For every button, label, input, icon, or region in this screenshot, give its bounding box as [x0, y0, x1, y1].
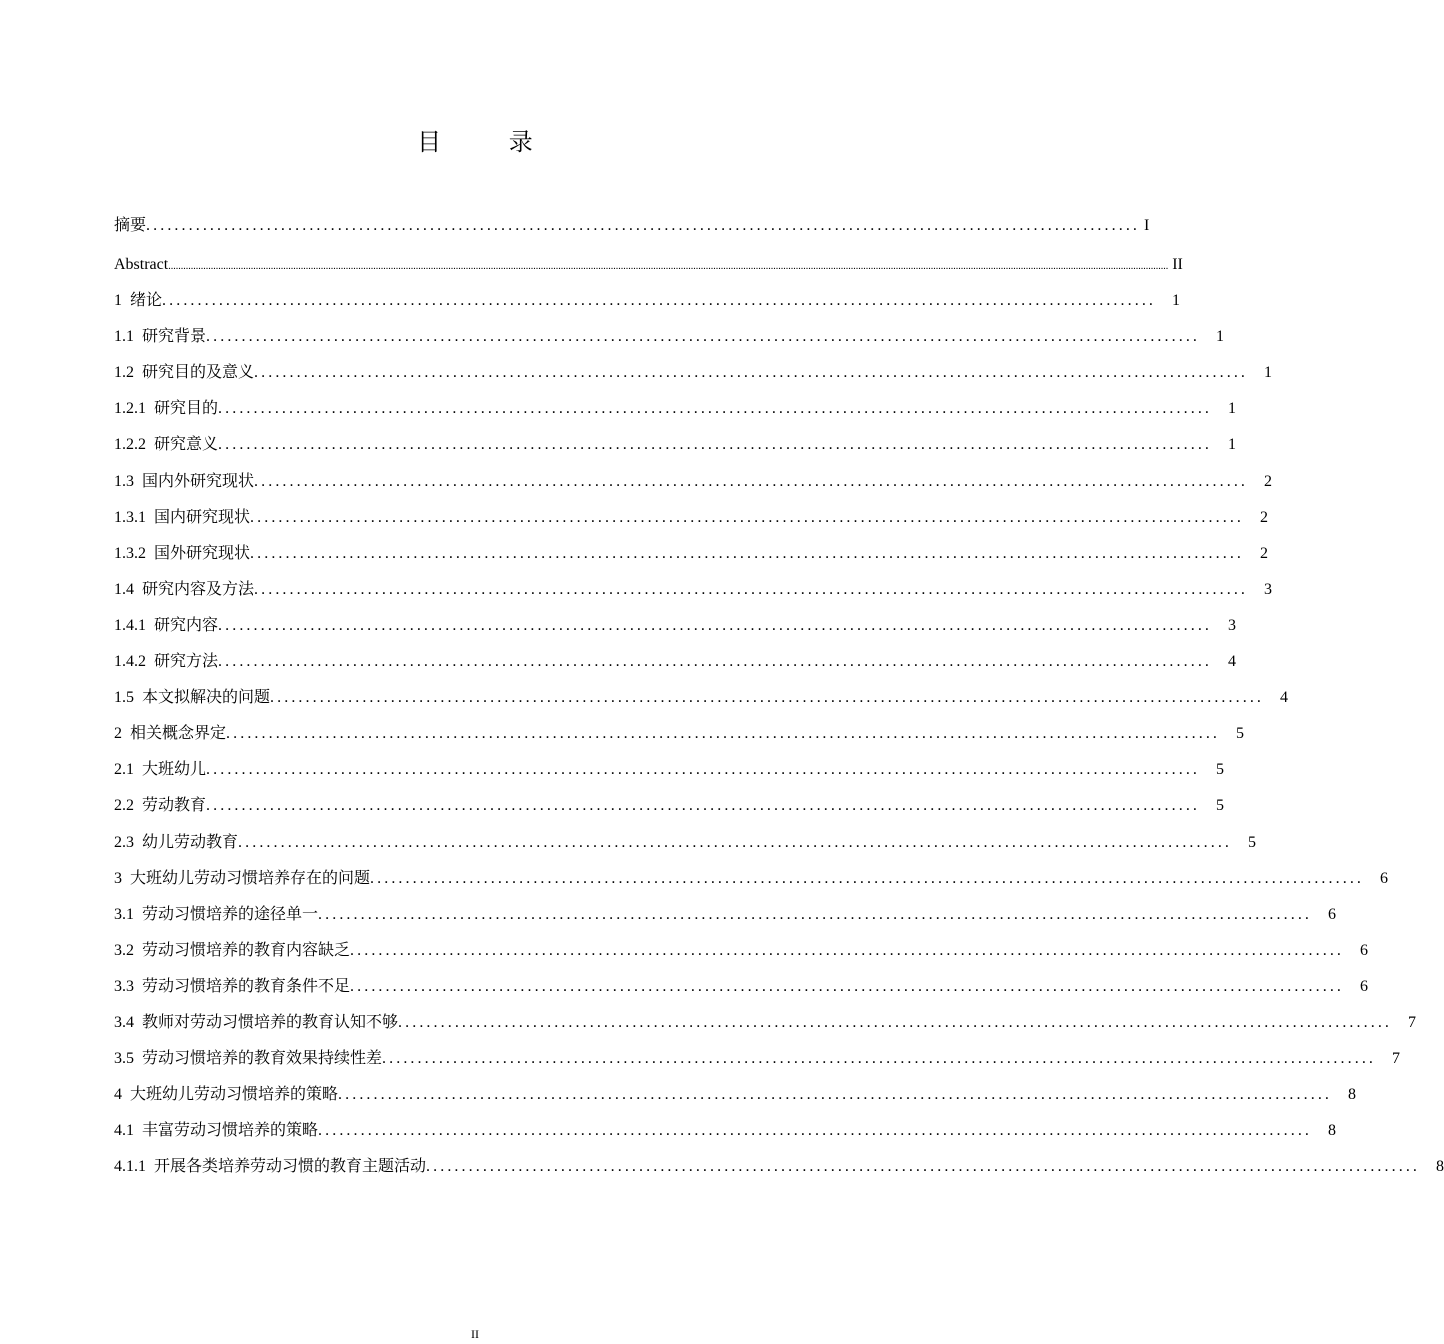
toc-entry-number: 4.1: [114, 1122, 134, 1140]
toc-entry-text: 研究目的: [154, 400, 219, 418]
toc-entry-page: 5: [1236, 725, 1245, 743]
toc-entry-page: 2: [1260, 544, 1269, 562]
toc-dot-leader: ............................................................................................................................................: [254, 472, 1249, 490]
toc-entry-page: II: [1172, 256, 1183, 273]
toc-entry-label: [114, 1045, 382, 1073]
toc-entry-label: [114, 287, 162, 315]
toc-entry[interactable]: [114, 756, 1225, 792]
toc-entry-page: 1: [1172, 292, 1181, 310]
toc-entry[interactable]: [114, 431, 1237, 467]
toc-entry-label: [114, 1081, 338, 1109]
toc-entry-text: 国内研究现状: [154, 508, 251, 526]
toc-entry-label: [114, 973, 350, 1001]
toc-entry-number: 2.2: [114, 797, 134, 815]
toc-entry-text: 开展各类培养劳动习惯的教育主题活动: [154, 1158, 427, 1176]
toc-entry-label: [114, 395, 218, 423]
toc-entry-text: 研究背景: [142, 328, 207, 346]
toc-entry-number: 2.1: [114, 761, 134, 779]
toc-entry-label: [114, 323, 206, 351]
toc-entry-number: 2.3: [114, 833, 134, 851]
toc-entry[interactable]: [114, 323, 1225, 359]
toc-entry-page: 4: [1228, 653, 1237, 671]
toc-entry-label: [114, 251, 168, 279]
toc-entry-text: Abstract: [114, 256, 169, 273]
toc-entry-number: 3.2: [114, 941, 134, 959]
toc-entry-number: 3.4: [114, 1013, 134, 1031]
toc-entry[interactable]: [114, 973, 1369, 1009]
toc-entry-text: 摘要: [114, 217, 147, 234]
toc-entry-number: 1.4.1: [114, 616, 146, 634]
toc-entry-page: 1: [1216, 328, 1225, 346]
toc-dot-leader: ............................................................................................................................................: [250, 544, 1245, 562]
toc-dot-leader: ............................................................................................................................................: [350, 977, 1345, 995]
toc-entry[interactable]: [114, 287, 1181, 323]
toc-dot-leader: ............................................................................................................................................: [426, 1158, 1421, 1176]
toc-entry-text: 国外研究现状: [154, 544, 251, 562]
toc-entry-label: [114, 212, 146, 240]
toc-dot-leader: ............................................................................................................................................: [318, 1122, 1313, 1140]
toc-entry-label: [114, 648, 218, 676]
toc-entry-text: 劳动习惯培养的教育条件不足: [142, 977, 351, 995]
toc-entry-number: 1.4.2: [114, 653, 146, 671]
toc-entry-text: 大班幼儿劳动习惯培养存在的问题: [130, 869, 371, 887]
toc-entry-label: [114, 540, 250, 568]
toc-entry-label: [114, 720, 226, 748]
toc-entry-page: 3: [1228, 616, 1237, 634]
toc-entry[interactable]: [114, 1045, 1401, 1081]
toc-entry-page: 1: [1228, 400, 1237, 418]
toc-entry-page: 1: [1264, 364, 1273, 382]
page-title: 目 录: [417, 128, 563, 156]
toc-dot-leader: ............................................................................................................................................: [254, 580, 1249, 598]
toc-entry-number: 3.1: [114, 905, 134, 923]
toc-entry[interactable]: [114, 212, 1150, 251]
toc-dot-leader: ............................................................................................................................................: [226, 725, 1221, 743]
toc-entry-page: I: [1144, 217, 1150, 234]
toc-entry[interactable]: [114, 359, 1273, 395]
toc-entry[interactable]: [114, 901, 1337, 937]
toc-dot-leader: ............................................................................................................................................: [350, 941, 1345, 959]
toc-dot-leader: ............................................................................................................................................: [218, 616, 1213, 634]
toc-entry-text: 劳动教育: [142, 797, 207, 815]
toc-entry[interactable]: [114, 1117, 1337, 1153]
toc-entry[interactable]: [114, 468, 1273, 504]
toc-entry-label: [114, 431, 218, 459]
toc-dot-leader: ............................................................................................................................................: [382, 1050, 1377, 1068]
toc-entry[interactable]: [114, 576, 1273, 612]
toc-entry-text: 本文拟解决的问题: [142, 689, 271, 707]
toc-dot-leader: ............................................................................................................................................: [146, 217, 1141, 234]
toc-entry-page: 1: [1228, 436, 1237, 454]
toc-entry-number: 4: [114, 1086, 122, 1104]
footer-page-number: II: [471, 1327, 479, 1341]
toc-entry-number: 3.5: [114, 1050, 134, 1068]
toc-entry-number: 1.5: [114, 689, 134, 707]
toc-entry-text: 国内外研究现状: [142, 472, 255, 490]
toc-entry-page: 6: [1360, 977, 1369, 995]
toc-dot-leader: ............................................................................................................................................: [250, 508, 1245, 526]
toc-entry-number: 1.2: [114, 364, 134, 382]
toc-entry-text: 研究内容及方法: [142, 580, 255, 598]
toc-entry-page: 3: [1264, 580, 1273, 598]
toc-entry[interactable]: [114, 612, 1237, 648]
toc-entry-label: [114, 504, 250, 532]
toc-entry[interactable]: [114, 937, 1369, 973]
toc-dot-leader: ................................................................................................................................................................................................................................................................................................................................................................................................................: [168, 261, 1169, 272]
toc-entry-label: [114, 468, 254, 496]
toc-entry[interactable]: [114, 865, 1389, 901]
toc-entry[interactable]: [114, 1009, 1417, 1045]
toc-entry[interactable]: [114, 829, 1257, 865]
toc-entry-label: [114, 359, 254, 387]
toc-entry-text: 劳动习惯培养的教育内容缺乏: [142, 941, 351, 959]
toc-dot-leader: ............................................................................................................................................: [270, 689, 1265, 707]
toc-entry-text: 研究内容: [154, 616, 219, 634]
toc-entry-text: 研究目的及意义: [142, 364, 255, 382]
toc-entry-page: 6: [1328, 905, 1337, 923]
toc-entry-number: 1.4: [114, 580, 134, 598]
toc-dot-leader: ............................................................................................................................................: [238, 833, 1233, 851]
toc-entry-text: 研究方法: [154, 653, 219, 671]
toc-entry-page: 6: [1360, 941, 1369, 959]
toc-entry-label: [114, 756, 206, 784]
toc-entry-page: 8: [1328, 1122, 1337, 1140]
toc-entry[interactable]: [114, 395, 1237, 431]
toc-entry-page: 5: [1216, 797, 1225, 815]
toc-entry[interactable]: [114, 504, 1269, 540]
toc-entry-text: 绪论: [130, 292, 163, 310]
toc-entry-page: 2: [1260, 508, 1269, 526]
toc-entry[interactable]: [114, 540, 1269, 576]
toc-entry-text: 丰富劳动习惯培养的策略: [142, 1122, 319, 1140]
toc-entry-label: [114, 865, 370, 893]
toc-entry-text: 劳动习惯培养的教育效果持续性差: [142, 1050, 383, 1068]
toc-dot-leader: ............................................................................................................................................: [398, 1013, 1393, 1031]
toc-dot-leader: ............................................................................................................................................: [254, 364, 1249, 382]
toc-entry[interactable]: [114, 1153, 1444, 1189]
toc-entry[interactable]: [114, 1081, 1357, 1117]
toc-entry-text: 幼儿劳动教育: [142, 833, 239, 851]
toc-entry-number: 1.2.2: [114, 436, 146, 454]
toc-entry-label: [114, 937, 350, 965]
toc-entry-text: 相关概念界定: [130, 725, 227, 743]
toc-entry-number: 1.1: [114, 328, 134, 346]
toc-entry-number: 1.2.1: [114, 400, 146, 418]
toc-entry[interactable]: [114, 684, 1289, 720]
toc-entry[interactable]: [114, 720, 1245, 756]
toc-entry-label: [114, 612, 218, 640]
toc-entry-label: [114, 684, 270, 712]
toc-entry-page: 6: [1380, 869, 1389, 887]
toc-dot-leader: ............................................................................................................................................: [206, 797, 1201, 815]
toc-entry-page: 2: [1264, 472, 1273, 490]
toc-entry-number: 3: [114, 869, 122, 887]
toc-entry-page: 4: [1280, 689, 1289, 707]
toc-entry-label: [114, 1153, 426, 1181]
toc-entry-number: 4.1.1: [114, 1158, 146, 1176]
toc-entry-text: 教师对劳动习惯培养的教育认知不够: [142, 1013, 399, 1031]
toc-entry-number: 3.3: [114, 977, 134, 995]
toc-entry-label: [114, 901, 318, 929]
toc-entry-page: 5: [1216, 761, 1225, 779]
toc-entry-text: 劳动习惯培养的途径单一: [142, 905, 319, 923]
toc-entry-page: 7: [1408, 1013, 1417, 1031]
toc-entry[interactable]: [114, 648, 1237, 684]
toc-entry-text: 大班幼儿: [142, 761, 207, 779]
toc-entry-number: 1.3.1: [114, 508, 146, 526]
toc-dot-leader: ............................................................................................................................................: [218, 653, 1213, 671]
toc-entry-label: [114, 792, 206, 820]
toc-dot-leader: ............................................................................................................................................: [370, 869, 1365, 887]
table-of-contents: [114, 212, 1444, 1189]
toc-entry-label: [114, 1009, 398, 1037]
toc-entry-label: [114, 1117, 318, 1145]
toc-entry-page: 5: [1248, 833, 1257, 851]
toc-entry[interactable]: [114, 792, 1225, 828]
toc-entry-number: 2: [114, 725, 122, 743]
toc-entry-number: 1.3.2: [114, 544, 146, 562]
toc-entry-text: 研究意义: [154, 436, 219, 454]
toc-entry-label: [114, 829, 238, 857]
toc-dot-leader: ............................................................................................................................................: [218, 400, 1213, 418]
toc-dot-leader: ............................................................................................................................................: [318, 905, 1313, 923]
toc-entry-number: 1: [114, 292, 122, 310]
toc-entry-text: 大班幼儿劳动习惯培养的策略: [130, 1086, 339, 1104]
toc-dot-leader: ............................................................................................................................................: [206, 761, 1201, 779]
toc-entry[interactable]: [114, 251, 1183, 287]
toc-dot-leader: ............................................................................................................................................: [218, 436, 1213, 454]
toc-entry-page: 8: [1436, 1158, 1444, 1176]
toc-entry-label: [114, 576, 254, 604]
toc-entry-number: 1.3: [114, 472, 134, 490]
toc-entry-page: 8: [1348, 1086, 1357, 1104]
toc-dot-leader: ............................................................................................................................................: [338, 1086, 1333, 1104]
toc-dot-leader: ............................................................................................................................................: [162, 292, 1157, 310]
toc-dot-leader: ............................................................................................................................................: [206, 328, 1201, 346]
toc-entry-page: 7: [1392, 1050, 1401, 1068]
